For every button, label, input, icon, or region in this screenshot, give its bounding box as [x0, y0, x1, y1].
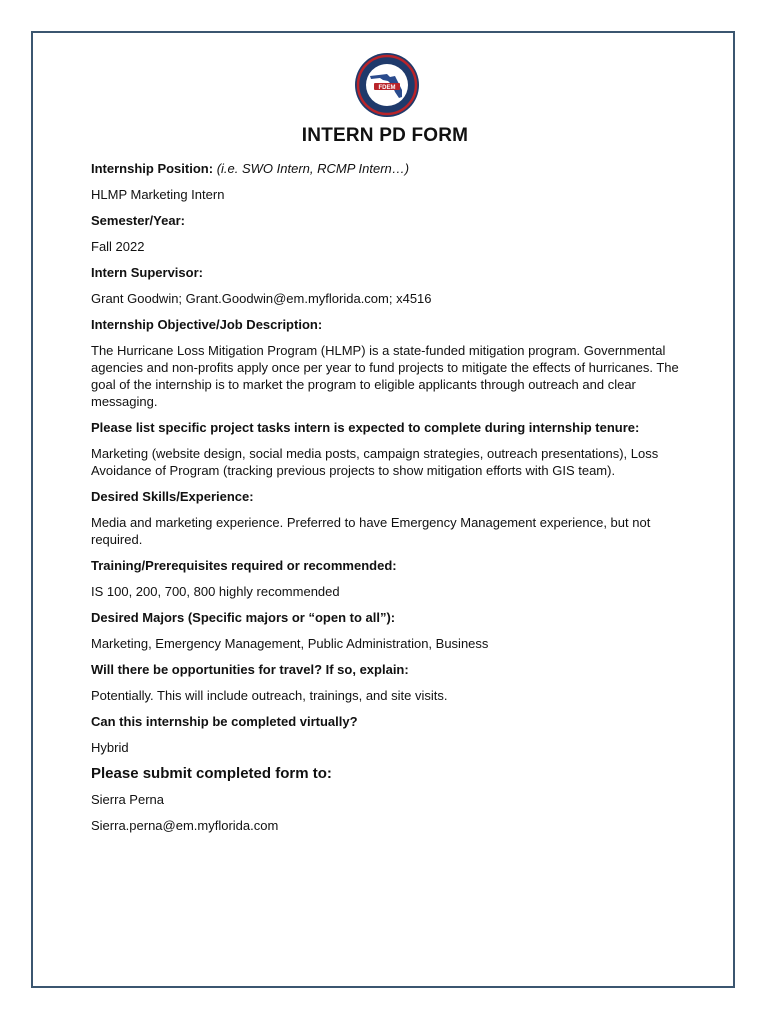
intern-supervisor-label: Intern Supervisor: [91, 265, 203, 280]
desired-majors-label: Desired Majors (Specific majors or “open to all”): [91, 610, 396, 625]
intern-supervisor-value: Grant Goodwin; Grant.Goodwin@em.myflorida.com; x4516 [91, 291, 432, 306]
project-tasks-label: Please list specific project tasks intern is expected to complete during internship tenure: [91, 420, 640, 435]
desired-majors-value: Marketing, Emergency Management, Public Administration, Business [91, 636, 489, 651]
virtual-value: Hybrid [91, 740, 129, 755]
desired-skills-value: Media and marketing experience. Preferred to have Emergency Management experience, but not required. [91, 515, 651, 547]
project-tasks-value: Marketing (website design, social media posts, campaign strategies, outreach presentations), Loss Avoidance of Program (tracking previous projects to show mitigation efforts with GIS team). [91, 446, 659, 478]
semester-year-label: Semester/Year: [91, 213, 185, 228]
fdem-seal-logo [354, 52, 420, 118]
desired-skills-label: Desired Skills/Experience: [91, 489, 254, 504]
semester-year-value: Fall 2022 [91, 239, 145, 254]
svg-text:FDEM: FDEM [378, 85, 396, 91]
submit-contact-name: Sierra Perna [91, 792, 164, 807]
form-title: INTERN PD FORM [301, 125, 469, 146]
objective-value: The Hurricane Loss Mitigation Program (HLMP) is a state-funded mitigation program. Governmental agencies and non-profits apply once per year to fund projects to mitigate the effects of hurricanes. The goal of the internship is to market the program to eligible applicants through outreach and clear messaging. [91, 343, 679, 409]
training-value: IS 100, 200, 700, 800 highly recommended [91, 584, 340, 599]
internship-position-value: HLMP Marketing Intern [91, 187, 225, 202]
travel-label: Will there be opportunities for travel? If so, explain: [91, 662, 409, 677]
travel-value: Potentially. This will include outreach, trainings, and site visits. [91, 688, 448, 703]
virtual-label: Can this internship be completed virtually? [91, 714, 358, 729]
submit-label: Please submit completed form to: [91, 765, 332, 782]
internship-position-label: Internship Position: (i.e. SWO Intern, RCMP Intern…) [91, 161, 410, 176]
training-label: Training/Prerequisites required or recommended: [91, 558, 397, 573]
objective-label: Internship Objective/Job Description: [91, 317, 323, 332]
form-body [91, 160, 701, 843]
submit-contact-email: Sierra.perna@em.myflorida.com [91, 818, 279, 833]
